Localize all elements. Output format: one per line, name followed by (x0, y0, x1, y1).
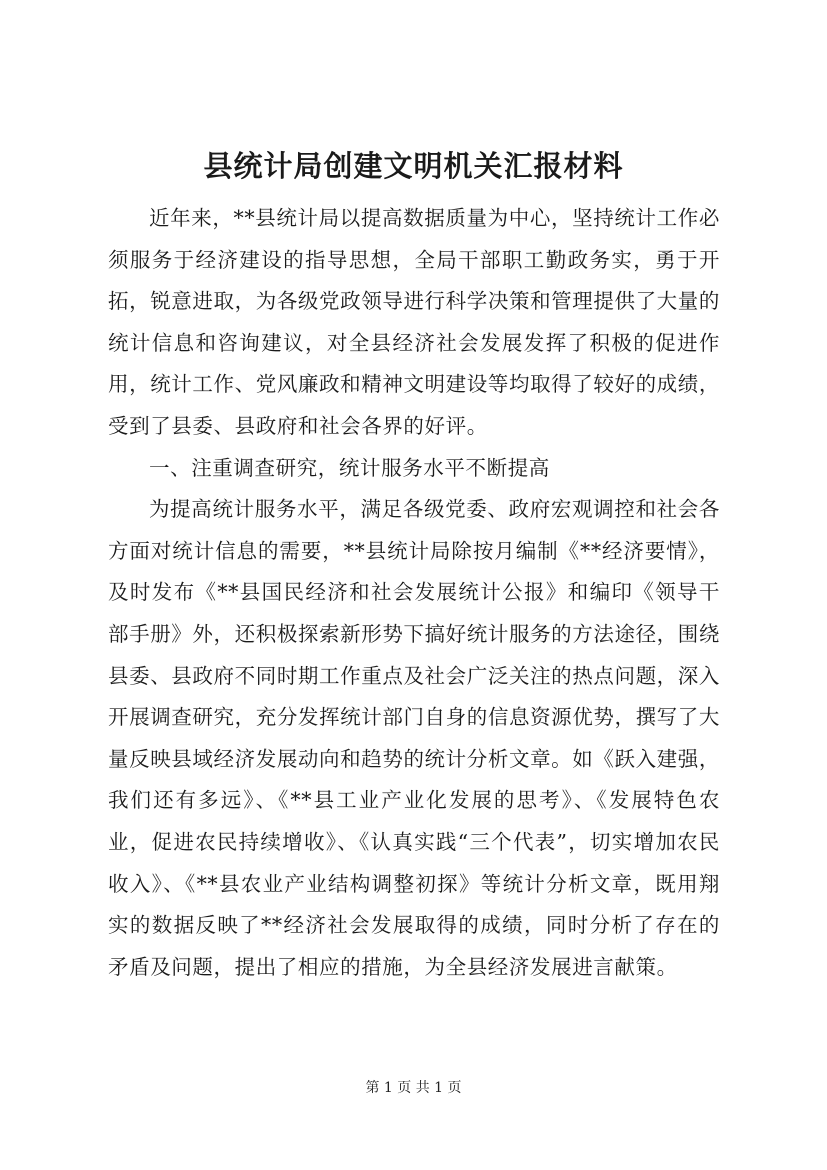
document-body (108, 198, 720, 988)
section-heading-1: 一、注重调查研究，统计服务水平不断提高 (149, 455, 550, 480)
page-number-footer: 第 1 页 共 1 页 (365, 1080, 462, 1096)
paragraph-section-1: 为提高统计服务水平，满足各级党委、政府宏观调控和社会各方面对统计信息的需要，**县统计局除按月编制《**经济要情》，及时发布《**县国民经济和社会发展统计公报》和编印《领导干部手册》外，还积极探索新形势下搞好统计服务的方法途径，围绕县委、县政府不同时期工作重点及社会广泛关注的热点问题，深入开展调查研究，充分发挥统计部门自身的信息资源优势，撰写了大量反映县域经济发展动向和趋势的统计分析文章。如《跃入建强，我们还有多远》、《**县工业产业化发展的思考》、《发展特色农业，促进农民持续增收》、《认真实践“三个代表”，切实增加农民收入》、《**县农业产业结构调整初探》等统计分析文章，既用翔实的数据反映了**经济社会发展取得的成绩，同时分析了存在的矛盾及问题，提出了相应的措施，为全县经济发展进言献策。 (108, 497, 720, 979)
document-title: 县统计局创建文明机关汇报材料 (203, 149, 624, 183)
paragraph-intro: 近年来，**县统计局以提高数据质量为中心，坚持统计工作必须服务于经济建设的指导思想，全局干部职工勤政务实，勇于开拓，锐意进取，为各级党政领导进行科学决策和管理提供了大量的统计信息和咨询建议，对全县经济社会发展发挥了积极的促进作用，统计工作、党风廉政和精神文明建设等均取得了较好的成绩，受到了县委、县政府和社会各界的好评。 (108, 206, 720, 438)
